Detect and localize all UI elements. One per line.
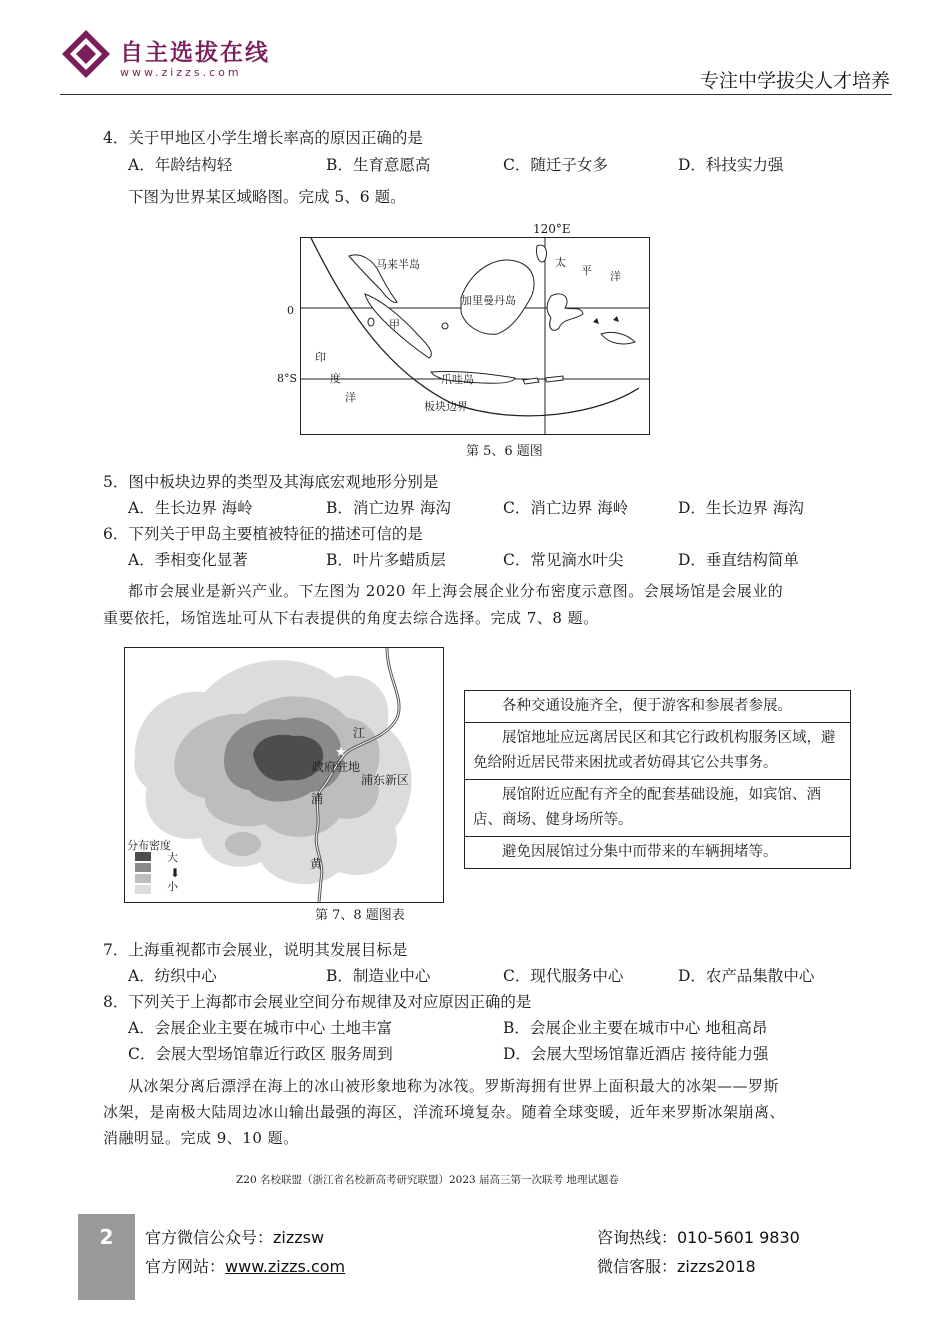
q4-option-b: B．生育意愿高 xyxy=(326,156,431,174)
map2-legend-title: 分布密度 xyxy=(127,839,171,852)
map1-label-indian-2: 度 xyxy=(330,372,341,385)
logo-diamond-icon xyxy=(60,28,112,80)
table-cell: 各种交通设施齐全，便于游客和参展者参展。 xyxy=(465,691,851,723)
logo xyxy=(60,28,112,84)
footer-website xyxy=(145,1254,345,1277)
footer-website-link[interactable]: www.zizzs.com xyxy=(225,1257,346,1276)
exam-footer: Z20 名校联盟（浙江省名校新高考研究联盟）2023 届高三第一次联考 地理试题卷 xyxy=(236,1174,619,1186)
intro-9-10-line1: 从冰架分离后漂浮在海上的冰山被形象地称为冰筏。罗斯海拥有世界上面积最大的冰架——罗斯 xyxy=(128,1077,780,1095)
q7-option-c: C．现代服务中心 xyxy=(503,967,624,985)
q8-option-c: C．会展大型场馆靠近行政区 服务周到 xyxy=(128,1045,393,1063)
q5-option-d: D．生长边界 海沟 xyxy=(678,499,804,517)
map2-label-pudong: 浦东新区 xyxy=(361,773,410,787)
q6-option-c: C．常见滴水叶尖 xyxy=(503,551,624,569)
q7-stem: 7．上海重视都市会展业，说明其发展目标是 xyxy=(103,941,408,959)
map2-legend-high: 大 xyxy=(167,851,178,864)
q6-stem: 6．下列关于甲岛主要植被特征的描述可信的是 xyxy=(103,525,423,543)
map1-label-java: 爪哇岛 xyxy=(441,373,474,386)
map1-label-boundary: 板块边界 xyxy=(424,400,468,413)
map2-label-huang: 黄 xyxy=(310,857,323,871)
q7-option-b: B．制造业中心 xyxy=(326,967,431,985)
map2-caption: 第 7、8 题图表 xyxy=(315,908,405,923)
q7-option-a: A．纺织中心 xyxy=(128,967,217,985)
table-cell: 展馆地址应远离居民区和其它行政机构服务区域，避免给附近居民带来困扰或者妨碍其它公共事务。 xyxy=(465,723,851,780)
venue-siting-table xyxy=(464,690,851,869)
q8-option-d: D．会展大型场馆靠近酒店 接待能力强 xyxy=(503,1045,769,1063)
page-number: 2 xyxy=(78,1214,135,1300)
map1-longitude-label: 120°E xyxy=(533,222,571,236)
footer-wechat: 官方微信公众号：zizzsw xyxy=(145,1228,325,1247)
intro-9-10-line2: 冰架，是南极大陆周边冰山输出最强的海区，洋流环境复杂。随着全球变暖，近年来罗斯冰架崩离、 xyxy=(103,1103,786,1121)
q8-stem: 8．下列关于上海都市会展业空间分布规律及对应原因正确的是 xyxy=(103,993,532,1011)
map2-legend-low: 小 xyxy=(167,880,178,893)
map1-label-pacific-2: 平 xyxy=(581,264,592,277)
q5-option-b: B．消亡边界 海沟 xyxy=(326,499,451,517)
map1-label-jia: 甲 xyxy=(389,318,400,331)
footer-website-label: 官方网站： xyxy=(145,1257,226,1276)
legend-down-arrow-icon: ⬇ xyxy=(170,866,181,880)
map2-label-government: 政府驻地 xyxy=(312,760,361,774)
q5-option-a: A．生长边界 海岭 xyxy=(128,499,253,517)
q8-option-b: B．会展企业主要在城市中心 地租高昂 xyxy=(503,1019,768,1037)
logo-url[interactable]: www.zizzs.com xyxy=(120,66,242,79)
map1-label-pacific-1: 太 xyxy=(555,256,566,269)
table-row xyxy=(465,723,851,780)
q4-option-d: D．科技实力强 xyxy=(678,156,784,174)
q4-option-c: C．随迁子女多 xyxy=(503,156,608,174)
map1-label-indian-1: 印 xyxy=(315,351,326,364)
table-cell: 展馆附近应配有齐全的配套基础设施，如宾馆、酒店、商场、健身场所等。 xyxy=(465,780,851,837)
map1-lat-0: 0 xyxy=(287,304,294,317)
table-row xyxy=(465,837,851,869)
q5-stem: 5．图中板块边界的类型及其海底宏观地形分别是 xyxy=(103,473,439,491)
header-divider xyxy=(60,94,892,95)
map1-label-indian-3: 洋 xyxy=(345,391,356,404)
map1-lat-8s: 8°S xyxy=(277,372,298,385)
intro-7-8-line1: 都市会展业是新兴产业。下左图为 2020 年上海会展企业分布密度示意图。会展场馆是会展业的 xyxy=(128,582,784,600)
map1-label-malay: 马来半岛 xyxy=(376,258,420,271)
table-cell: 避免因展馆过分集中而带来的车辆拥堵等。 xyxy=(465,837,851,869)
table-row xyxy=(465,691,851,723)
tagline: 专注中学拔尖人才培养 xyxy=(699,70,890,92)
footer-service: 微信客服：zizzs2018 xyxy=(597,1257,756,1276)
q5-option-c: C．消亡边界 海岭 xyxy=(503,499,629,517)
map2-label-pu: 浦 xyxy=(311,792,324,806)
map1-caption: 第 5、6 题图 xyxy=(466,444,543,459)
logo-text: 自主选拔在线 xyxy=(120,39,270,66)
table-row xyxy=(465,780,851,837)
map1-label-pacific-3: 洋 xyxy=(610,270,621,283)
intro-7-8-line2: 重要依托，场馆选址可从下右表提供的角度去综合选择。完成 7、8 题。 xyxy=(103,609,599,627)
map2-label-jiang: 江 xyxy=(353,726,366,740)
intro-5-6: 下图为世界某区域略图。完成 5、6 题。 xyxy=(128,188,406,206)
q6-option-d: D．垂直结构简单 xyxy=(678,551,799,569)
map1-label-kalimantan: 加里曼丹岛 xyxy=(461,294,516,307)
q6-option-a: A．季相变化显著 xyxy=(128,551,248,569)
q8-option-a: A．会展企业主要在城市中心 土地丰富 xyxy=(128,1019,393,1037)
q4-option-a: A．年龄结构轻 xyxy=(128,156,233,174)
q4-stem: 4．关于甲地区小学生增长率高的原因正确的是 xyxy=(103,129,423,147)
q6-option-b: B．叶片多蜡质层 xyxy=(326,551,446,569)
map-southeast-asia xyxy=(300,237,650,435)
footer-hotline: 咨询热线：010-5601 9830 xyxy=(597,1228,800,1247)
government-star-icon: ★ xyxy=(335,745,347,760)
q7-option-d: D．农产品集散中心 xyxy=(678,967,815,985)
intro-9-10-line3: 消融明显。完成 9、10 题。 xyxy=(103,1129,299,1147)
